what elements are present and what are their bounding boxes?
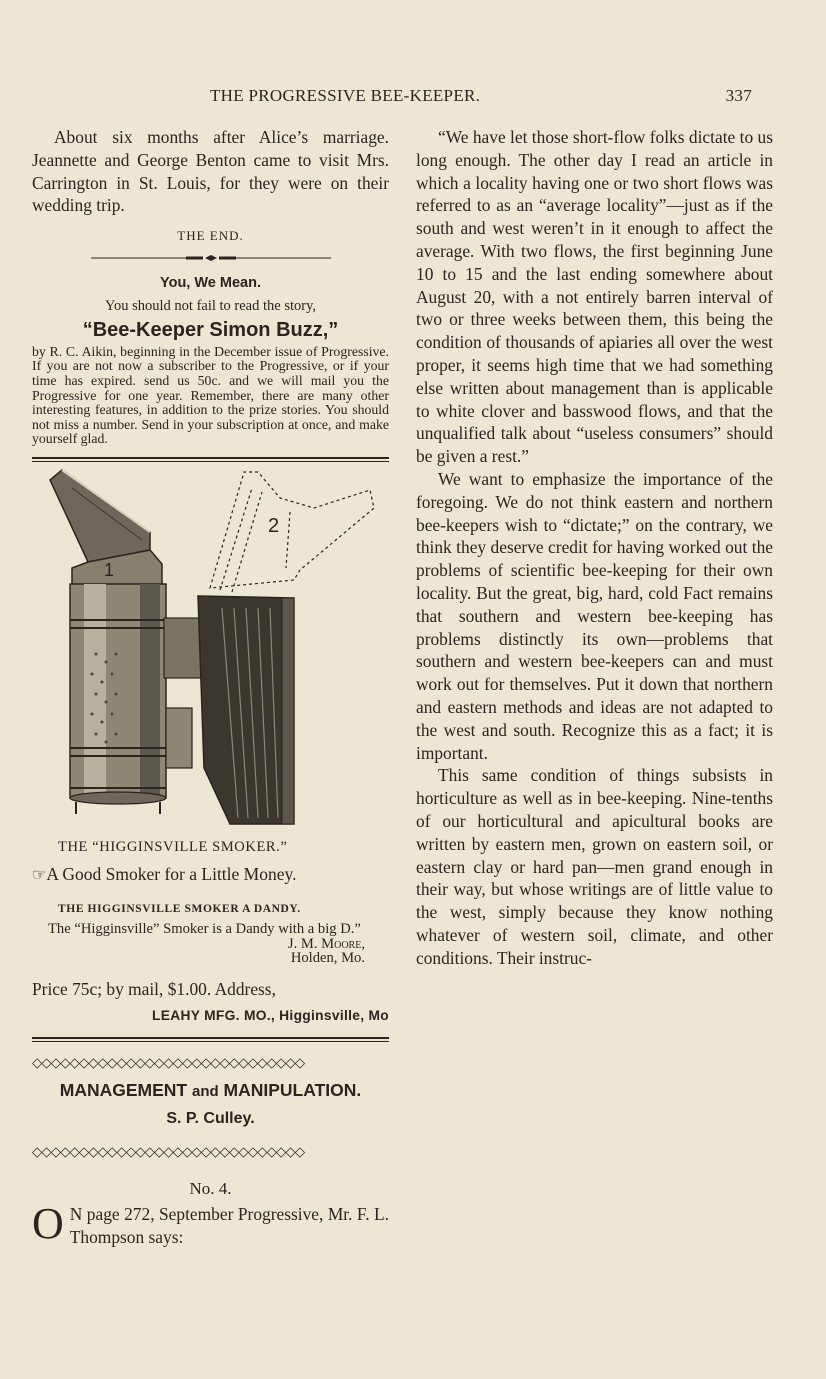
column-title-and: and [191,1083,219,1101]
column-title [32,1079,389,1104]
bee-smoker-illustration [32,468,389,830]
column-author: S. P. Culley. [166,1110,255,1128]
label-1: 1 [104,559,115,580]
address-line: LEAHY MFG. MO., Higginsville, Mo [151,1007,389,1023]
installment-number: No. 4. [189,1179,232,1199]
commentary-paragraph-1: We want to emphasize the importance of the foregoing. We do not think eastern and northern bee-keepers wish to “dictate;” on the contrary, we think they deserve credit for having worked out the problems of scientific bee-keeping for their own locality. But the great, big, hard, cold Fact remains that southern and western bee-keeping has problems distinctly its own—problems that southern and western bee-keepers can and must work out for themselves. Put it down that northern and eastern methods and ideas are not adapted to the west and south. Recognize this as a fact; it is important. [416,468,773,763]
story-ending-paragraph: About six months after Alice’s marriage. Jeannette and George Benton came to visit Mrs. Carrington in St. Louis, for they were on their wedding trip. [32,127,389,216]
ad-body: by R. C. Aikin, beginning in the December issue of Progressive. If you are not now a subscriber to the Progressive, or if your time has expired. send us 50c. and we will mail you the Progressive for one year. Remember, there are many other interesting features, in addition to the prize stories. You should not miss a number. Send in your subscription at once, and make yourself glad. [32,343,389,447]
ad-lead: You should not fail to read the story, [104,297,317,314]
left-column [32,126,389,1249]
diamond-border-top: ◇◇◇◇◇◇◇◇◇◇◇◇◇◇◇◇◇◇◇◇◇◇◇◇◇◇◇◇◇ [32,1056,305,1070]
journal-title: THE PROGRESSIVE BEE-KEEPER. [210,86,481,105]
column-heading-box [32,1056,389,1172]
label-2: 2 [268,514,280,537]
article-intro-text: N page 272, September Progressive, Mr. F. L. Thompson says: [69,1204,389,1248]
commentary-paragraph-2: This same condition of things subsists in horticulture as well as in bee-keeping. Nine-tenths of our horticultural and apicultural books are written by eastern men, grown on eastern soil, or eastern clay or hard pan—men grand enough in their way, but whose writings are of little value to the west, simply because they know nothing whatever of western soil, climate, and other conditions. Their instruc- [416,765,773,968]
page-number: 337 [725,86,752,105]
testimonial-signature-name: J. M. Moore, [287,935,365,952]
pointing-hand-icon: ☞ [32,866,47,884]
column-title-b: MANIPULATION. [223,1080,362,1101]
diamond-border-bottom: ◇◇◇◇◇◇◇◇◇◇◇◇◇◇◇◇◇◇◇◇◇◇◇◇◇◇◇◇◇ [32,1145,305,1159]
right-column [416,126,773,969]
tagline-text: A Good Smoker for a Little Money. [46,863,297,884]
double-rule [32,457,389,462]
drop-cap: O [32,1199,64,1249]
subscription-ad [32,272,389,447]
ad-book-title: “Bee-Keeper Simon Buzz,” [82,318,339,341]
double-rule [32,1037,389,1042]
smoker-tagline [32,863,389,888]
testimonial-signature-place: Holden, Mo. [290,950,365,967]
price-line: Price 75c; by mail, $1.00. Address, [32,978,276,999]
article-intro [32,1199,389,1249]
ad-heading: You, We Mean. [160,274,261,291]
quote-paragraph: “We have let those short-flow folks dictate to us long enough. The other day I read an article in which a locality having one or two short flows was referred to as an “average locality”—just as if the south and west weren’t in it enough to affect the average. With two flows, the first beginning June 10 to 15 and the last ending somewhere about August 20, with a not entirely barren interval of two or three weeks between them, this being the condition of thousands of apiaries all over the west proper, it seems high time that we had something else written about management than is applicable to white clover and basswood flows, and that the unqualified talk about “useless consumers” should be given a rest.” [416,127,773,467]
the-end-label: THE END. [177,228,244,244]
ornamental-rule [91,254,331,262]
column-title-a: MANAGEMENT [59,1080,188,1101]
testimonial-heading: THE HIGGINSVILLE SMOKER A DANDY. [58,902,301,915]
testimonial-quote: The “Higginsville” Smoker is a Dandy with a big D.” [48,921,361,938]
smoker-caption: THE “HIGGINSVILLE SMOKER.” [58,838,288,855]
